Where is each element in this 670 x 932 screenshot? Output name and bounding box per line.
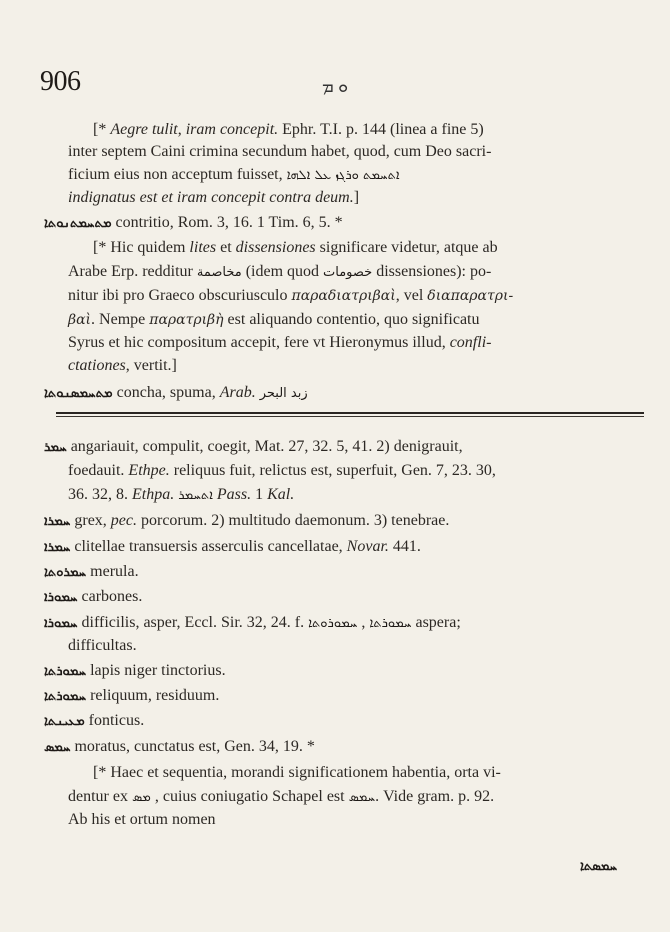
text-line [44, 214, 343, 233]
text-line [44, 384, 308, 403]
text-line [68, 788, 494, 807]
line-text: reliquus fuit, relictus est, superfuit, Gen. 7, 23. 30, [169, 462, 496, 479]
greek-text: παραδιατριβαὶ [291, 288, 396, 304]
line-text: difficilis, asper, Eccl. Sir. 32, 24. f. [77, 614, 309, 631]
syriac-text: ܚܡܘܪܐ [44, 590, 78, 605]
text-line [93, 239, 498, 257]
greek-text: βαὶ [68, 312, 92, 328]
italic-text: ctationes [68, 357, 126, 374]
line-text: Ephr. T.I. p. 144 (linea a fine 5) [278, 121, 484, 138]
text-line [68, 334, 491, 352]
line-text: foedauit. [68, 462, 129, 479]
text-line [68, 462, 496, 480]
catchword: ܚܡܣܬܐ [580, 859, 618, 874]
italic-text: Novar. [346, 538, 389, 555]
line-text: Arabe Erp. redditur [68, 263, 197, 280]
text-line [44, 738, 315, 757]
section-rule-thin [56, 416, 644, 417]
line-text: porcorum. 2) multitudo daemonum. 3) tenebrae. [137, 512, 450, 529]
text-line [68, 311, 480, 329]
syriac-text: ܡܬܚܡܣܢܘܬܐ [44, 386, 113, 401]
syriac-text: ܚܡܣ [348, 790, 376, 805]
line-text: [* Hic quidem [93, 239, 190, 256]
text-line [44, 614, 461, 633]
syriac-text: ܚܡܪܐ [44, 514, 71, 529]
line-text: inter septem Caini crimina secundum habet, quod, cum Deo sacri- [68, 143, 492, 160]
section-rule [56, 412, 644, 414]
line-text: , vertit.] [125, 357, 177, 374]
italic-text: Ethpa. [132, 486, 175, 503]
syriac-text: ܚܡܪܐ [44, 540, 71, 555]
text-line [44, 563, 139, 582]
text-line [68, 811, 216, 829]
line-text: moratus, cunctatus est, Gen. 34, 19. * [70, 738, 315, 755]
line-text: angariauit, compulit, coegit, Mat. 27, 32. 5, 41. 2) denigrauit, [66, 438, 463, 455]
line-text: fonticus. [84, 712, 145, 729]
syriac-text: ܡܬܚܡܬܢܘܬܐ [44, 216, 112, 231]
syriac-text: ܐܬܚܡܬ ܘܪܓܙ ܥܠ ܐܠܗܐ [286, 168, 400, 183]
syriac-text: ܡܥܝܢܬܐ [44, 714, 85, 729]
line-text: . Nempe [91, 311, 150, 328]
italic-text: Aegre tulit [110, 121, 178, 138]
line-text: , cuius coniugatio Schapel est [150, 788, 349, 805]
running-head: ܘ ܡ [322, 76, 349, 96]
line-text: clitellae transuersis asserculis cancellatae, [70, 538, 347, 555]
line-text: Syrus et hic compositum accepit, fere vt Hieronymus illud, [68, 334, 450, 351]
line-text: ficium eius non acceptum fuisset, [68, 166, 287, 183]
text-line [68, 263, 491, 282]
text-line [68, 637, 137, 655]
italic-text: dissensiones [235, 239, 316, 256]
italic-text: Ethpe. [128, 462, 170, 479]
greek-text: παρατριβὴ [149, 312, 224, 328]
line-text: dentur ex [68, 788, 132, 805]
line-text: nitur ibi pro Graeco obscuriusculo [68, 287, 292, 304]
text-line [93, 121, 484, 139]
line-text: significare videtur, atque ab [315, 239, 498, 256]
page-number: 906 [40, 66, 81, 97]
text-line [68, 357, 177, 375]
line-text: , vel [395, 287, 428, 304]
text-line [44, 712, 144, 731]
syriac-text: ܚܡܣ [44, 740, 71, 755]
text-line [68, 143, 491, 161]
line-text: lapis niger tinctorius. [86, 662, 226, 679]
italic-text: Pass. [216, 486, 252, 503]
line-text: contritio, Rom. 3, 16. 1 Tim. 6, 5. * [111, 214, 343, 231]
line-text: merula. [86, 563, 139, 580]
line-text: (idem quod [241, 263, 324, 280]
line-text: est aliquando contentio, quo significatu [223, 311, 480, 328]
italic-text: pec. [110, 512, 137, 529]
syriac-text: ܚܡܘܪܬܐ [44, 664, 87, 679]
line-text: concha, spuma, [112, 384, 220, 401]
syriac-text: ܐܬܚܡܪ [178, 488, 213, 503]
text-line [68, 166, 400, 185]
italic-text: Arab. [219, 384, 256, 401]
line-text: 1 [251, 486, 268, 503]
text-line [44, 438, 463, 457]
line-text: ] [353, 189, 360, 206]
syriac-text: مخاصمة [196, 265, 242, 280]
text-line [68, 287, 513, 305]
line-text: [* [93, 121, 111, 138]
line-text: . Vide gram. p. 92. [375, 788, 495, 805]
text-line [44, 662, 226, 681]
line-text: difficultas. [68, 637, 137, 654]
italic-text: indignatus est et iram concepit contra deum. [68, 189, 354, 206]
line-text: , [177, 121, 186, 138]
line-text: , [357, 614, 370, 631]
line-text: grex, [70, 512, 111, 529]
line-text: 36. 32, 8. [68, 486, 132, 503]
text-line [68, 486, 294, 505]
text-line [44, 512, 449, 531]
italic-text: lites [189, 239, 217, 256]
text-line [44, 687, 219, 706]
line-text: 441. [388, 538, 421, 555]
syriac-text: ܚܡܪ [44, 440, 67, 455]
line-text: [* Haec et sequentia, morandi significationem habentia, orta vi- [93, 764, 501, 781]
text-line [44, 538, 421, 557]
line-text: dissensiones): po- [372, 263, 492, 280]
italic-text: Kal. [267, 486, 295, 503]
italic-text: iram concepit. [185, 121, 279, 138]
line-text: carbones. [77, 588, 143, 605]
greek-text: διαπαρατρι- [427, 288, 514, 304]
syriac-text: ܚܡܪܘܬܐ [44, 565, 87, 580]
line-text: aspera; [411, 614, 461, 631]
line-text: Ab his et ortum nomen [68, 811, 216, 828]
text-line [68, 189, 359, 207]
syriac-text: ܡܣ [131, 790, 151, 805]
line-text: reliquum, residuum. [86, 687, 220, 704]
italic-text: confli- [449, 334, 492, 351]
syriac-text: زبد البحر [259, 386, 308, 401]
text-line [44, 588, 142, 607]
line-text: et [216, 239, 236, 256]
syriac-text: خصومات [323, 265, 373, 280]
syriac-text: ܚܡܘܪܬܐ [44, 689, 87, 704]
syriac-text: ܚܡܘܪܬܐ [369, 616, 412, 631]
text-line [93, 764, 501, 782]
syriac-text: ܚܡܘܪܐ [44, 616, 78, 631]
syriac-text: ܚܡܘܪܘܬܐ [308, 616, 358, 631]
